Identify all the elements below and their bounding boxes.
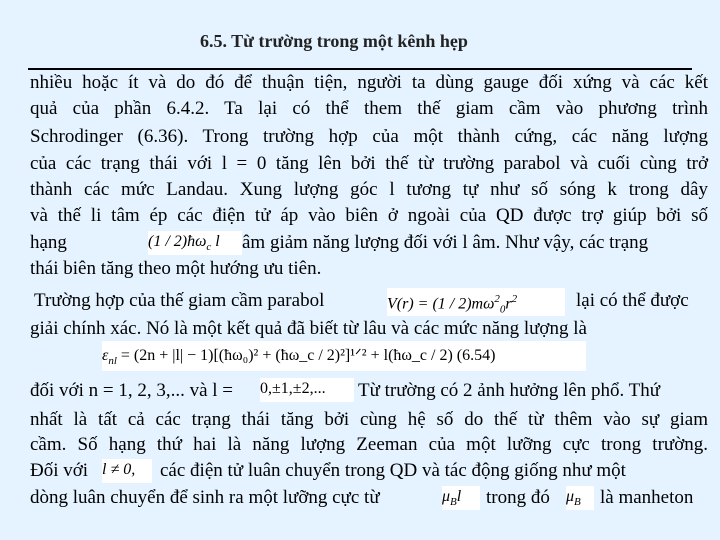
text-line-1: nhiều hoặc ít và do đó để thuận tiện, người ta dùng gauge đối xứng và các kết [30, 72, 708, 93]
parabolic-potential-formula: $V(r) = (1 / 2)m\omega^2_0r^2$ [387, 288, 565, 316]
page-title: 6.5. Từ trường trong một kênh hẹp [200, 31, 468, 51]
energy-levels-equation: $\varepsilon_{nl} = (2n + |l|$ − 1)[(ħω₀)² + (ħω_c / 2)²]¹ᐟ² + l(ħω_c / 2) (6.54) [102, 341, 586, 371]
text-line-9-start: Trường hợp của thế giam cầm parabol [34, 290, 325, 311]
text-line-15-start: Đối với [30, 460, 89, 481]
magnetic-moment-formula: $\mu_Bl$ [442, 486, 480, 510]
text-line-2: quả của phần 6.4.2. Ta lại có thể them thế giam cầm vào phương trình [30, 98, 708, 119]
text-line-3: Schrodinger (6.36). Trong trường hợp của một thành cứng, các năng lượng [30, 126, 708, 147]
text-line-15-end: các điện tử luân chuyển trong QD và tác động giống như một [160, 460, 626, 481]
text-line-14: cầm. Số hạng thứ hai là năng lượng Zeeman của một lưỡng cực trong trường. [30, 434, 708, 455]
text-line-16-start: dòng luân chuyển để sinh ra một lưỡng cực từ [30, 487, 380, 508]
text-line-16-middle: trong đó [486, 487, 550, 508]
text-line-13: nhất là tất cả các trạng thái tăng bởi cùng hệ số do thế từ thêm vào sự giam [30, 409, 708, 430]
l-values-formula: 0,±1,±2,... [260, 378, 354, 402]
text-line-4: của các trạng thái với l = 0 tăng lên bởi thế từ trường parabol và cuối cùng trở [30, 153, 708, 174]
text-line-6: và thế li tâm ép các điện tử áp vào biên ở ngoài của QD được trợ giúp bởi số [30, 205, 708, 226]
bohr-magneton-symbol: $\mu_B$ [566, 486, 594, 510]
text-line-9-end: lại có thể được [576, 290, 689, 311]
text-line-7-end: âm giảm năng lượng đối với l âm. Như vậy, các trạng [242, 232, 649, 253]
text-line-7-start: hạng [30, 232, 67, 253]
text-line-12-end: Từ trường có 2 ảnh hưởng lên phổ. Thứ [358, 380, 661, 401]
l-nonzero-formula: l ≠ 0, [102, 459, 152, 483]
text-line-12-start: đối với n = 1, 2, 3,... và l = [30, 380, 233, 401]
text-line-5: thành các mức Landau. Xung lượng góc l tương tự như số sóng k trong dây [30, 179, 708, 200]
text-line-10: giải chính xác. Nó là một kết quả đã biết từ lâu và các mức năng lượng là [30, 318, 587, 339]
centrifugal-term-formula: $(1 / 2)ħ\omega_c$ l [148, 231, 242, 255]
text-line-16-end: là manheton [600, 487, 694, 508]
text-line-8: thái biên tăng theo một hướng ưu tiên. [30, 258, 322, 279]
